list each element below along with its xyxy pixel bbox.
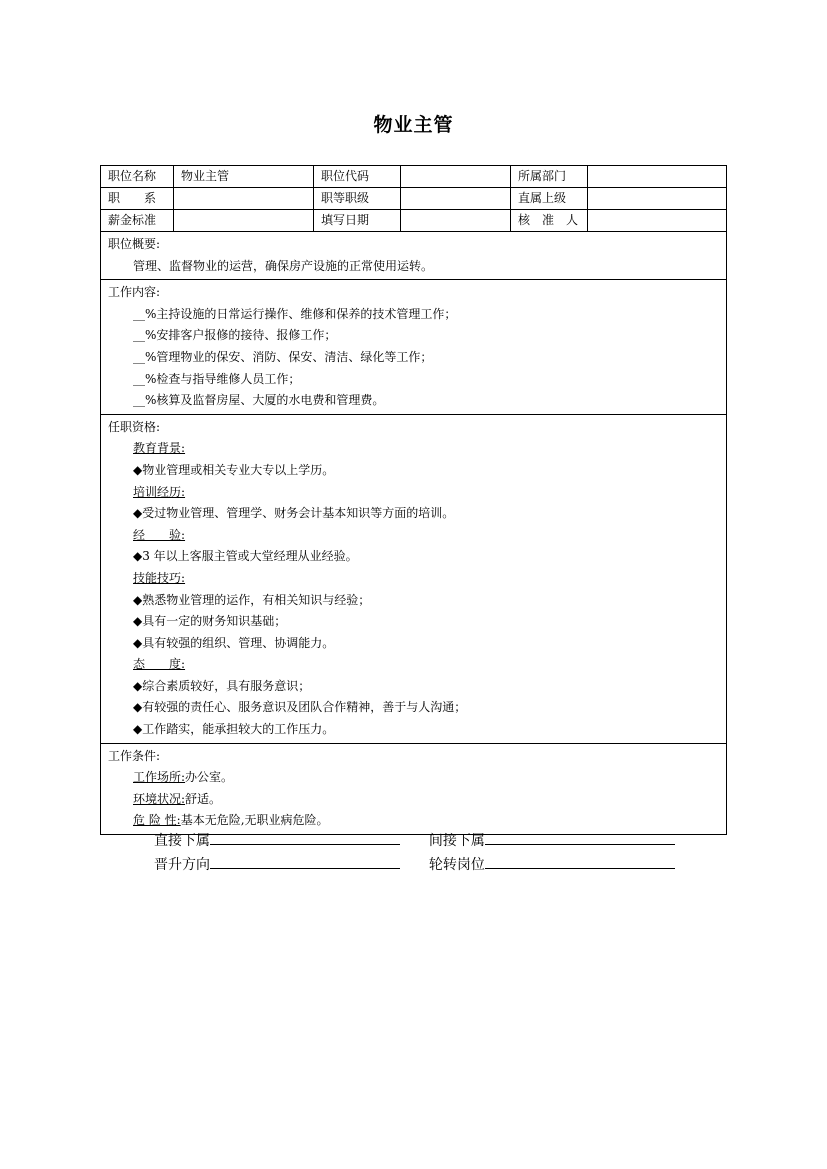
skill-item: ◆具有较强的组织、管理、协调能力。 <box>133 635 335 650</box>
field-value <box>174 210 314 232</box>
info-row <box>101 210 727 232</box>
duty-item: __%管理物业的保安、消防、保安、清洁、绿化等工作； <box>133 349 433 364</box>
section-heading: 工作内容: <box>108 285 161 300</box>
field-label: 薪金标准 <box>101 210 174 232</box>
field-label: 填写日期 <box>314 210 401 232</box>
section-heading: 任职资格: <box>108 419 161 434</box>
field-label: 所属部门 <box>511 166 588 188</box>
info-row <box>101 166 727 188</box>
field-value <box>401 166 511 188</box>
attitude-item: ◆综合素质较好，具有服务意识； <box>133 678 311 693</box>
section-heading: 工作条件: <box>108 748 161 763</box>
attitude-label: 态 度: <box>133 657 186 672</box>
attitude-item: ◆有较强的责任心、服务意识及团队合作精神，善于与人沟通； <box>133 700 467 715</box>
environment-label: 环境状况: <box>133 791 186 806</box>
direct-subordinate-blank <box>210 830 400 845</box>
education-item: ◆物业管理或相关专业大专以上学历。 <box>133 462 335 477</box>
duties-cell <box>101 280 727 415</box>
condition-place <box>108 767 719 789</box>
duty-item: __%主持设施的日常运行操作、维修和保养的技术管理工作； <box>133 306 457 321</box>
overview-cell <box>101 232 727 280</box>
field-value <box>588 210 727 232</box>
duty-item: __%检查与指导维修人员工作； <box>133 371 301 386</box>
skill-item: ◆熟悉物业管理的运作，有相关知识与经验； <box>133 592 371 607</box>
field-value <box>588 166 727 188</box>
promotion-blank <box>210 854 400 869</box>
field-label: 职 系 <box>101 188 174 210</box>
experience-label: 经 验: <box>133 527 186 542</box>
section-heading: 职位概要: <box>108 237 161 251</box>
field-label: 职位名称 <box>101 166 174 188</box>
risk-label: 危 险 性: <box>133 813 181 828</box>
job-description-table <box>100 165 727 835</box>
risk-value: 基本无危险,无职业病危险。 <box>180 813 329 828</box>
duty-item: __%核算及监督房屋、大厦的水电费和管理费。 <box>133 393 385 408</box>
field-value: 物业主管 <box>174 166 314 188</box>
overview-text: 管理、监督物业的运营，确保房产设施的正常使用运转。 <box>133 258 434 273</box>
attitude-item: ◆工作踏实，能承担较大的工作压力。 <box>133 722 335 737</box>
overview-section <box>101 232 727 280</box>
conditions-section <box>101 743 727 834</box>
field-value <box>588 188 727 210</box>
qualifications-cell <box>101 414 727 743</box>
environment-value: 舒适。 <box>185 791 222 806</box>
condition-risk <box>108 810 719 832</box>
field-value <box>174 188 314 210</box>
duty-item: __%安排客户报修的接待、报修工作； <box>133 328 337 343</box>
info-row <box>101 188 727 210</box>
field-label: 职位代码 <box>314 166 401 188</box>
page-title: 物业主管 <box>373 114 454 136</box>
conditions-cell <box>101 743 727 834</box>
training-label: 培训经历: <box>133 484 186 499</box>
skills-label: 技能技巧: <box>133 570 186 585</box>
direct-subordinate-label: 直接下属 <box>154 833 210 849</box>
place-value: 办公室。 <box>185 770 234 785</box>
field-label: 职等职级 <box>314 188 401 210</box>
field-value <box>401 188 511 210</box>
skill-item: ◆具有一定的财务知识基础； <box>133 614 287 629</box>
footer-row-1 <box>154 830 675 850</box>
field-label: 核 准 人 <box>511 210 588 232</box>
condition-environment <box>108 789 719 811</box>
rotation-blank <box>485 854 675 869</box>
place-label: 工作场所: <box>133 770 186 785</box>
education-label: 教育背景: <box>133 441 186 456</box>
indirect-subordinate-blank <box>485 830 675 845</box>
field-value <box>401 210 511 232</box>
duties-section <box>101 280 727 415</box>
field-label: 直属上级 <box>511 188 588 210</box>
footer-row-2 <box>154 854 675 874</box>
experience-item: ◆3 年以上客服主管或大堂经理从业经验。 <box>133 549 358 564</box>
indirect-subordinate-label: 间接下属 <box>428 833 485 849</box>
promotion-label: 晋升方向 <box>154 857 210 873</box>
qualifications-section <box>101 414 727 743</box>
training-item: ◆受过物业管理、管理学、财务会计基本知识等方面的培训。 <box>133 506 455 521</box>
rotation-label: 轮转岗位 <box>428 857 485 873</box>
